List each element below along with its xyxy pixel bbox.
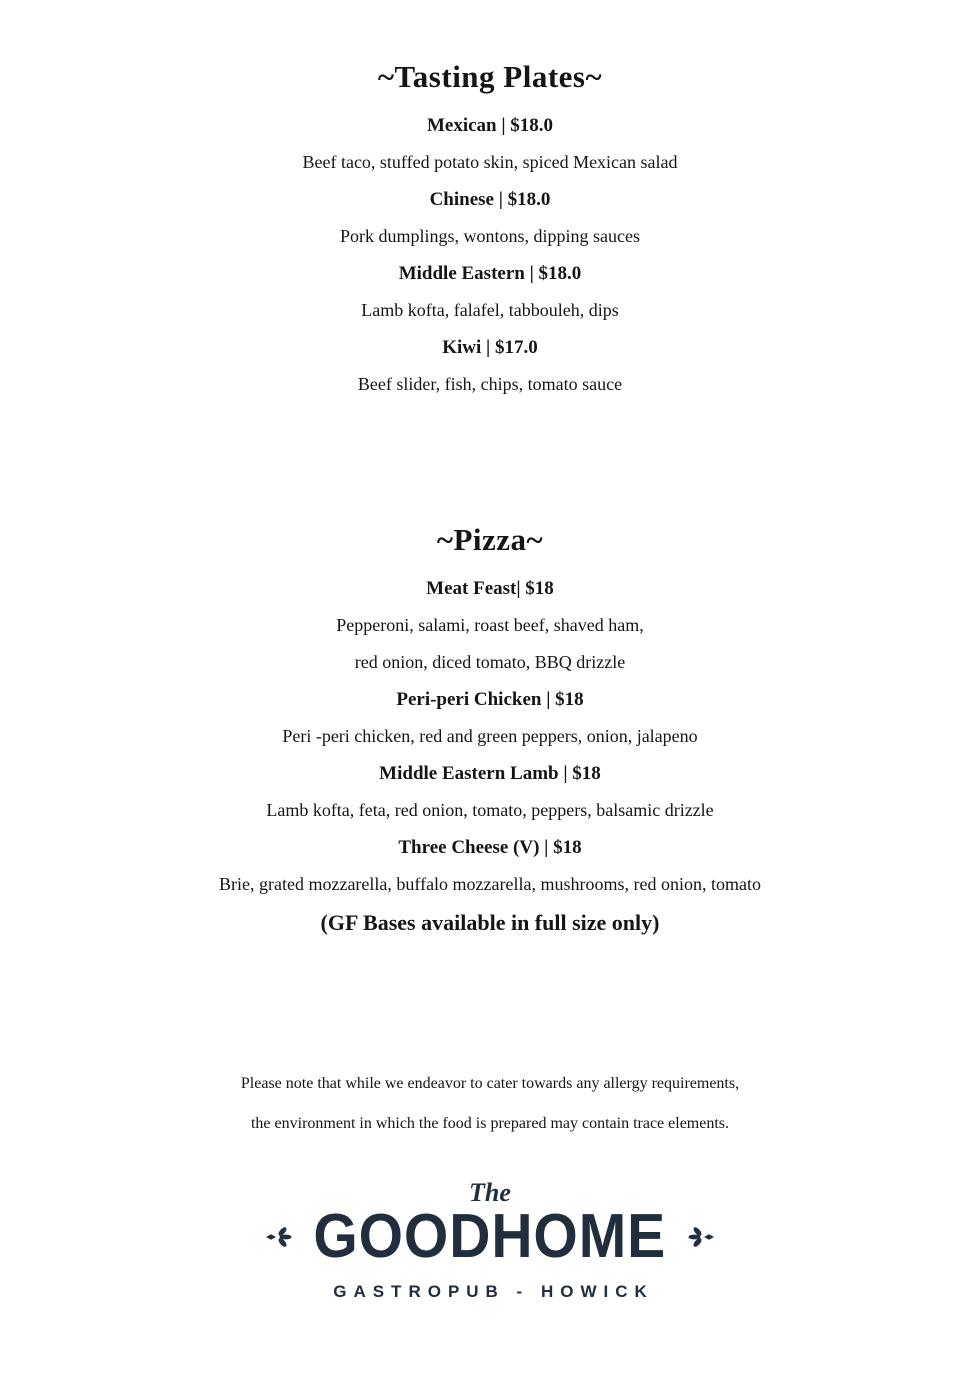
menu-item-middle-eastern-lamb xyxy=(0,755,980,829)
allergy-note xyxy=(0,1064,980,1144)
item-description: Lamb kofta, feta, red onion, tomato, peppers, balsamic drizzle xyxy=(266,800,714,820)
item-description: Pepperoni, salami, roast beef, shaved ham, xyxy=(336,615,644,635)
logo xyxy=(0,1179,980,1304)
item-name-price: Middle Eastern | $18.0 xyxy=(398,263,582,284)
tasting-plates-title: ~Tasting Plates~ xyxy=(377,59,603,94)
allergy-note-line: the environment in which the food is prepared may contain trace elements. xyxy=(250,1115,730,1132)
item-description: Pork dumplings, wontons, dipping sauces xyxy=(340,226,640,246)
logo-subtitle: GASTROPUB - HOWICK xyxy=(333,1282,654,1301)
logo-name: GOODHOME xyxy=(313,1202,667,1271)
gf-bases-note: (GF Bases available in full size only) xyxy=(320,910,660,935)
logo-name-row xyxy=(0,1202,980,1271)
menu-item-chinese xyxy=(0,181,980,255)
menu-item-mexican xyxy=(0,107,980,181)
item-description: Beef taco, stuffed potato skin, spiced Mexican salad xyxy=(302,152,678,172)
item-description: Beef slider, fish, chips, tomato sauce xyxy=(357,374,623,394)
menu-item-meat-feast xyxy=(0,570,980,681)
section-pizza xyxy=(0,520,980,943)
item-description: red onion, diced tomato, BBQ drizzle xyxy=(354,652,626,672)
leaf-ornament-icon xyxy=(266,1226,292,1248)
section-tasting-plates xyxy=(0,57,980,403)
menu-item-peri-peri-chicken xyxy=(0,681,980,755)
pizza-title: ~Pizza~ xyxy=(436,522,544,557)
item-description: Brie, grated mozzarella, buffalo mozzarella, mushrooms, red onion, tomato xyxy=(219,874,761,894)
menu-item-middle-eastern xyxy=(0,255,980,329)
item-name-price: Peri-peri Chicken | $18 xyxy=(396,689,584,710)
item-name-price: Kiwi | $17.0 xyxy=(442,337,538,358)
logo-prefix: The xyxy=(469,1178,511,1207)
item-name-price: Meat Feast| $18 xyxy=(426,578,554,599)
leaf-ornament-icon xyxy=(688,1226,714,1248)
menu-item-three-cheese xyxy=(0,829,980,903)
menu-item-kiwi xyxy=(0,329,980,403)
item-name-price: Mexican | $18.0 xyxy=(426,115,554,136)
item-name-price: Three Cheese (V) | $18 xyxy=(398,837,582,858)
item-name-price: Middle Eastern Lamb | $18 xyxy=(379,763,601,784)
item-name-price: Chinese | $18.0 xyxy=(429,189,551,210)
allergy-note-line: Please note that while we endeavor to cater towards any allergy requirements, xyxy=(240,1075,740,1092)
item-description: Peri -peri chicken, red and green peppers, onion, jalapeno xyxy=(282,726,698,746)
item-description: Lamb kofta, falafel, tabbouleh, dips xyxy=(361,300,619,320)
